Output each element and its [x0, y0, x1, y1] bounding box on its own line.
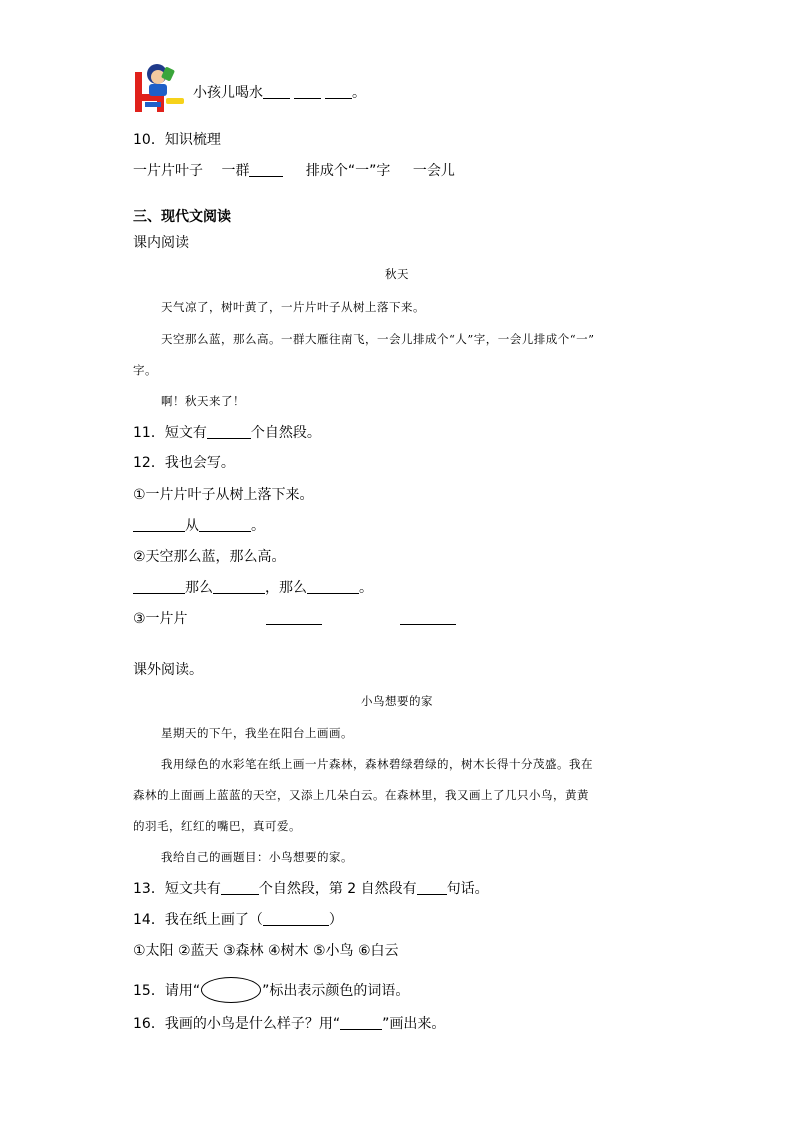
passage-1-p3: 啊！秋天来了！ [161, 394, 245, 408]
q13-mid: 个自然段，第 2 自然段有 [258, 881, 417, 897]
q12-s3-text: ③一片片 [133, 611, 188, 627]
q12-s3 [133, 610, 456, 628]
q16 [133, 1015, 445, 1033]
q13-pre: 13．短文共有 [133, 881, 221, 897]
out-class-reading-label: 课外阅读。 [133, 662, 203, 678]
q11-post: 个自然段。 [250, 425, 321, 441]
q9-end: 。 [352, 85, 366, 101]
q14-post: ） [328, 912, 343, 928]
q12-s1: ①一片片叶子从树上落下来。 [133, 487, 314, 503]
q14 [133, 911, 343, 929]
q12-s3-blank-1[interactable] [266, 610, 322, 625]
passage-2-p2b: 森林的上面画上蓝蓝的天空，又添上几朵白云。在森林里，我又画上了几只小鸟，黄黄 [133, 788, 589, 802]
q11-pre: 11．短文有 [133, 425, 207, 441]
q10-item-4: 一会儿 [412, 163, 455, 179]
q10-item-3: 排成个“一”字 [305, 163, 391, 179]
q15-post: ”标出表示颜色的词语。 [262, 983, 410, 999]
passage-2-p2a: 我用绿色的水彩笔在纸上画一片森林，森林碧绿碧绿的，树木长得十分茂盛。我在 [161, 757, 593, 771]
q16-pre: 16．我画的小鸟是什么样子？用“ [133, 1016, 341, 1032]
q13-blank-2[interactable] [417, 880, 447, 895]
passage-2-title: 小鸟想要的家 [361, 694, 433, 708]
passage-1-p1: 天气凉了，树叶黄了，一片片叶子从树上落下来。 [161, 300, 425, 314]
q9-blank-2[interactable] [294, 84, 321, 99]
q10-item-2: 一群 [221, 163, 250, 179]
passage-2-p3: 我给自己的画题目：小鸟想要的家。 [161, 850, 353, 864]
q11 [133, 424, 321, 442]
q13-post: 句话。 [446, 881, 489, 897]
q12-s1-end: 。 [251, 518, 265, 534]
passage-2-p1: 星期天的下午，我坐在阳台上画画。 [161, 726, 353, 740]
q11-blank[interactable] [207, 424, 251, 439]
q10-items [133, 162, 455, 180]
q12-title: 12．我也会写。 [133, 455, 235, 471]
q13-blank-1[interactable] [221, 880, 259, 895]
q12-s1-blank-2[interactable] [199, 517, 251, 532]
q12-s2-blank-1[interactable] [133, 579, 185, 594]
q12-s3-blank-2[interactable] [400, 610, 456, 625]
q9-blank-3[interactable] [325, 84, 352, 99]
passage-1-p2a: 天空那么蓝，那么高。一群大雁往南飞，一会儿排成个“人”字，一会儿排成个“一” [161, 332, 595, 346]
q14-pre: 14．我在纸上画了（ [133, 912, 263, 928]
q12-s2-a: 那么 [185, 580, 213, 596]
q10-blank[interactable] [249, 162, 283, 177]
q12-s2-fill [133, 579, 373, 597]
q10-title: 10．知识梳理 [133, 132, 221, 148]
q15 [133, 977, 409, 1003]
passage-2-p2c: 的羽毛，红红的嘴巴，真可爱。 [133, 819, 301, 833]
q10-item-1: 一片片叶子 [133, 163, 203, 179]
passage-1-title: 秋天 [385, 267, 409, 281]
q9-line [193, 84, 366, 102]
child-drinking-illustration [133, 62, 193, 114]
q14-blank[interactable] [263, 911, 329, 926]
q16-post: ”画出来。 [382, 1016, 446, 1032]
oval-mark-icon [201, 977, 261, 1003]
q9-blank-1[interactable] [263, 84, 290, 99]
q12-s1-from: 从 [185, 518, 199, 534]
q12-s1-blank-1[interactable] [133, 517, 185, 532]
q9-text: 小孩儿喝水 [193, 85, 263, 101]
underline-mark-icon [340, 1015, 382, 1030]
q12-s2-blank-2[interactable] [213, 579, 265, 594]
q12-s2: ②天空那么蓝，那么高。 [133, 549, 286, 565]
q14-options: ①太阳 ②蓝天 ③森林 ④树木 ⑤小鸟 ⑥白云 [133, 943, 399, 959]
passage-1-p2b: 字。 [133, 363, 157, 377]
q12-s1-fill [133, 517, 265, 535]
q12-s2-end: 。 [359, 580, 373, 596]
q12-s2-b: ，那么 [265, 580, 307, 596]
q13 [133, 880, 489, 898]
in-class-reading-label: 课内阅读 [133, 235, 189, 251]
section-3-title: 三、现代文阅读 [133, 209, 231, 225]
q12-s2-blank-3[interactable] [307, 579, 359, 594]
q15-pre: 15．请用“ [133, 983, 201, 999]
